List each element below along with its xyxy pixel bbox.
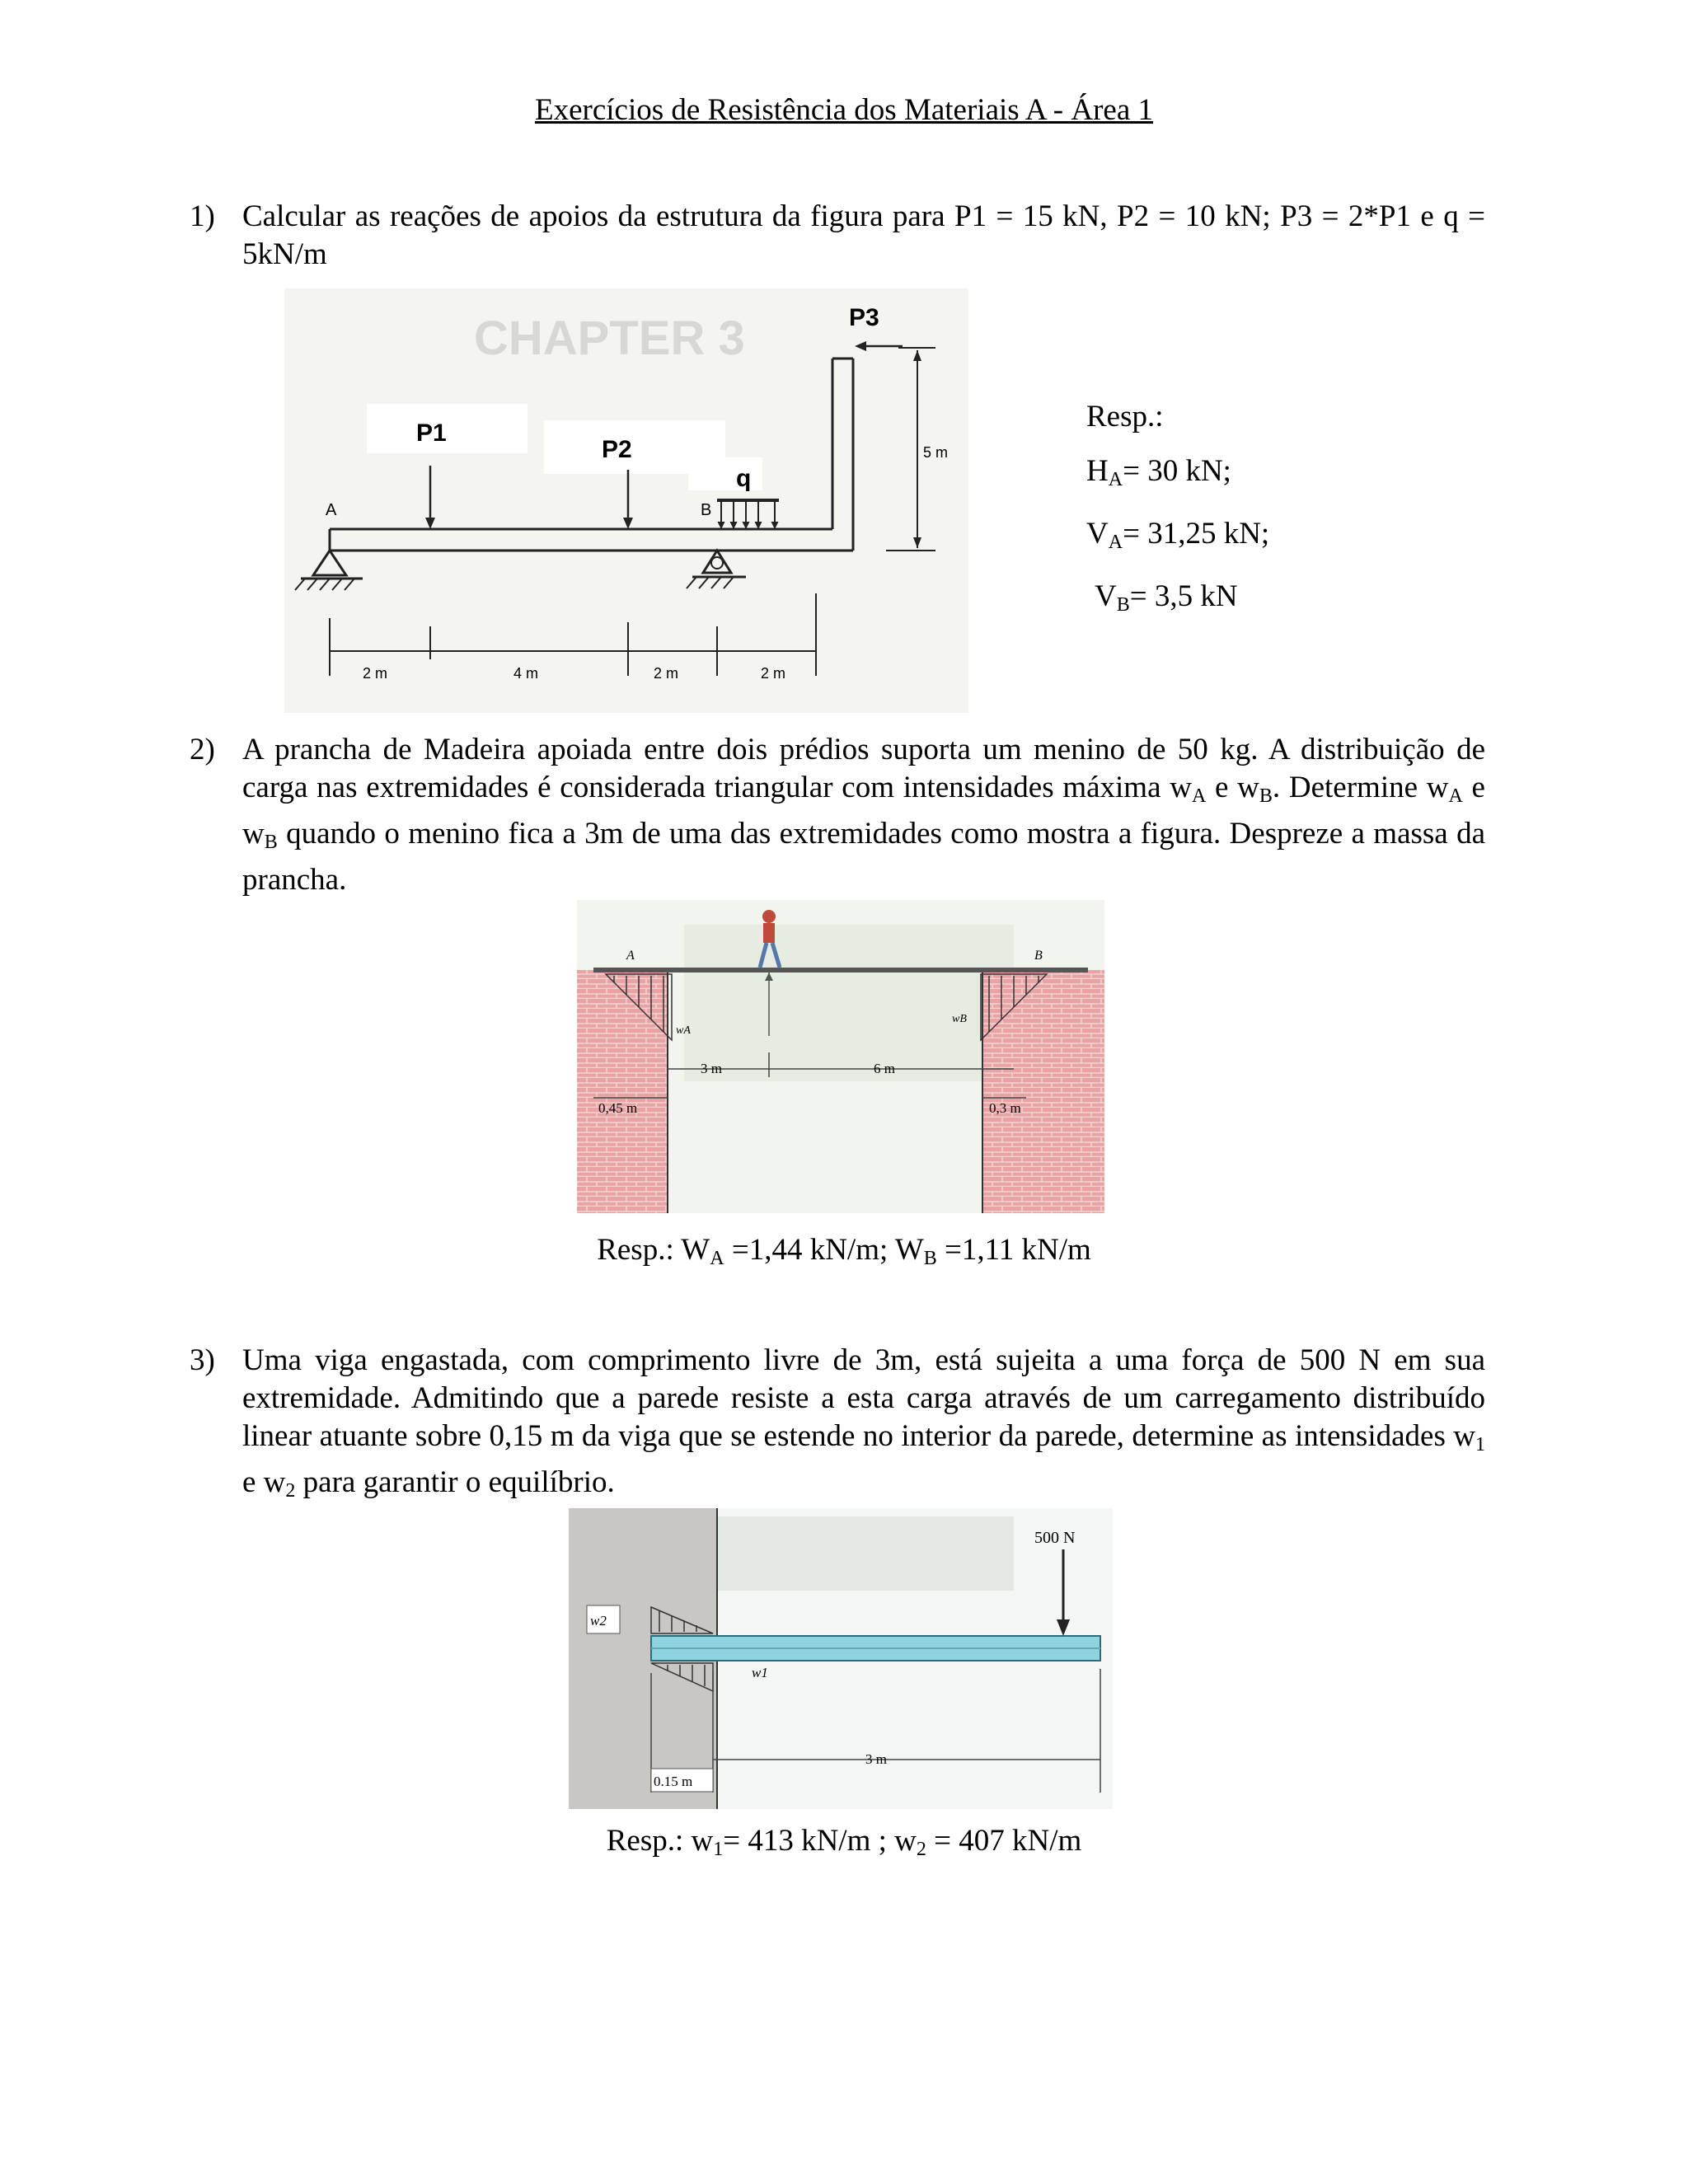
document-title: Exercícios de Resistência dos Materiais A - Área 1 bbox=[534, 93, 1154, 127]
question-3-answer: Resp.: $w_1= 413$ kN/m ; $w_2 = 407$ kN/m bbox=[606, 1824, 1082, 1860]
figure-2-label-a: A bbox=[626, 949, 635, 963]
answer-1-ha: $H_A= 30$ kN; bbox=[1086, 454, 1231, 490]
figure-1-dim-4: 2 m bbox=[761, 665, 786, 682]
figure-3-dim-3m: 3 m bbox=[865, 1751, 887, 1767]
figure-1-label-p2: P2 bbox=[602, 436, 632, 463]
figure-1-label-a: A bbox=[326, 501, 337, 519]
figure-2-dim-045m: 0,45 m bbox=[598, 1100, 638, 1116]
question-1-number: 1) bbox=[190, 199, 215, 233]
figure-2-building-left bbox=[577, 970, 668, 1213]
answer-1-vb: $V_B= 3,5$ kN bbox=[1095, 579, 1238, 616]
figure-1-dim-1: 2 m bbox=[363, 665, 388, 682]
answer-1-label: Resp.: bbox=[1086, 400, 1164, 434]
question-1 bbox=[191, 198, 1485, 274]
figure-1-dim-3: 2 m bbox=[654, 665, 679, 682]
figure-2-dim-03m: 0,3 m bbox=[989, 1100, 1021, 1116]
figure-2-plank bbox=[577, 900, 1104, 1213]
figure-2-label-b: B bbox=[1034, 949, 1043, 963]
figure-2-building-right bbox=[982, 970, 1104, 1213]
figure-2-plank-board bbox=[593, 968, 1088, 972]
figure-3-label-w1: w1 bbox=[752, 1665, 768, 1680]
figure-1-frame-beam bbox=[284, 288, 968, 713]
question-2 bbox=[191, 731, 1485, 899]
figure-3-cantilever bbox=[569, 1508, 1113, 1809]
question-2-text: A prancha de Madeira apoiada entre dois prédios suporta um menino de 50 kg. A distribuição de carga nas extremidades é considerada triangular com intensidades máxima $w_A$ e $w_B$. Determine $w_A$ e $w_B$ quando o menino fica a 3m de uma das extremidades como mostra a figura. Despreze a massa da prancha. bbox=[242, 733, 1485, 897]
figure-1-label-q: q bbox=[736, 465, 752, 492]
figure-2-dim-6m: 6 m bbox=[874, 1061, 895, 1076]
question-3-number: 3) bbox=[190, 1343, 215, 1377]
question-3-text: Uma viga engastada, com comprimento livre de 3m, está sujeita a uma força de 500 N em sua extremidade. Admitindo que a parede resiste a esta carga através de um carregamento distribuído linear atuante sobre 0,15 m da viga que se estende no interior da parede, determine as intensidades $w_1$ e $w_2$ para garantir o equilíbrio. bbox=[242, 1343, 1485, 1502]
figure-1-label-p3: P3 bbox=[849, 304, 879, 331]
question-2-number: 2) bbox=[190, 733, 215, 766]
figure-1-dim-2: 4 m bbox=[513, 665, 539, 682]
figure-1-label-height: 5 m bbox=[923, 444, 949, 461]
figure-1-label-p1: P1 bbox=[416, 419, 447, 447]
figure-2-label-wa: wA bbox=[676, 1024, 691, 1037]
answer-1-va: $V_A= 31,25$ kN; bbox=[1086, 517, 1270, 553]
figure-3-label-force: 500 N bbox=[1034, 1529, 1076, 1547]
figure-3-label-w2: w2 bbox=[590, 1613, 607, 1629]
question-1-answer bbox=[1086, 398, 1269, 640]
figure-3-dim-015m: 0.15 m bbox=[654, 1774, 693, 1789]
question-2-answer: Resp.: $W_A =1,44$ kN/m; $W_B =1,11$ kN/m bbox=[597, 1233, 1091, 1269]
question-3 bbox=[191, 1342, 1485, 1510]
figure-1-watermark: CHAPTER 3 bbox=[474, 312, 745, 365]
figure-2-label-wb: wB bbox=[952, 1013, 967, 1025]
figure-2-dim-3m: 3 m bbox=[701, 1061, 722, 1076]
question-1-text: Calcular as reações de apoios da estrutura da figura para P1 = 15 kN, P2 = 10 kN; P3 = 2*P1 e q = 5kN/m bbox=[242, 199, 1485, 271]
figure-1-label-b: B bbox=[701, 501, 712, 519]
